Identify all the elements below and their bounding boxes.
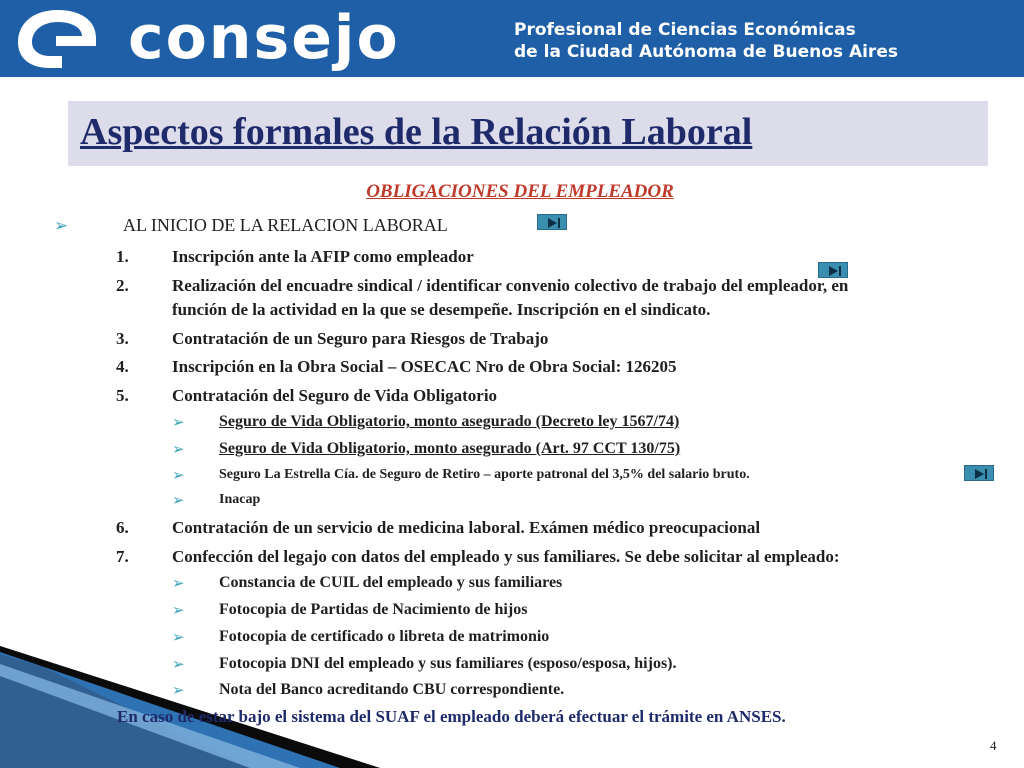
sub-list-item: Seguro La Estrella Cía. de Seguro de Retiro – aporte patronal del 3,5% del salario bruto. [219,467,750,482]
title-box [68,101,988,166]
list-item-number: 1. [116,247,129,266]
sub-list-item: Nota del Banco acreditando CBU correspondiente. [219,681,565,698]
header-banner [0,0,1024,77]
list-item: Contratación del Seguro de Vida Obligatorio [172,386,498,405]
sub-list-item: Inacap [219,492,261,507]
nav-next-button[interactable] [964,465,994,481]
slide-number: 4 [990,738,997,753]
arrow-bullet-icon: ➢ [172,440,185,458]
list-item-number: 4. [116,357,129,376]
list-item-number: 5. [116,386,129,405]
nav-next-button[interactable] [537,214,567,230]
list-item-continuation: función de la actividad en la que se desempeñe. Inscripción en el sindicato. [172,300,711,319]
slide-title: Aspectos formales de la Relación Laboral [80,111,753,153]
arrow-bullet-icon: ➢ [172,574,185,592]
list-item-number: 3. [116,329,129,348]
skip-forward-icon [538,215,568,231]
list-item: Contratación de un servicio de medicina laboral. Exámen médico preocupacional [172,518,761,537]
sub-list-link[interactable]: Seguro de Vida Obligatorio, monto asegurado (Art. 97 CCT 130/75) [219,440,681,457]
org-name-line1: Profesional de Ciencias Económicas [514,20,856,40]
list-item: Confección del legajo con datos del empleado y sus familiares. Se debe solicitar al empleado: [172,547,840,566]
arrow-bullet-icon: ➢ [172,466,185,484]
list-item-number: 7. [116,547,129,566]
arrow-bullet-icon: ➢ [172,491,185,509]
arrow-bullet-icon: ➢ [172,601,185,619]
list-item-number: 6. [116,518,129,537]
sub-list-item: Constancia de CUIL del empleado y sus familiares [219,574,563,591]
sub-list-item: Fotocopia DNI del empleado y sus familiares (esposo/esposa, hijos). [219,655,677,672]
arrow-bullet-icon: ➢ [172,681,185,699]
skip-forward-icon [965,466,995,482]
main-heading: AL INICIO DE LA RELACION LABORAL [123,215,448,235]
list-item: Inscripción ante la AFIP como empleador [172,247,474,266]
sub-list-link[interactable]: Seguro de Vida Obligatorio, monto asegurado (Decreto ley 1567/74) [219,413,680,430]
list-item: Inscripción en la Obra Social – OSECAC Nro de Obra Social: 126205 [172,357,677,376]
arrow-bullet-icon: ➢ [172,655,185,673]
sub-list-item: Fotocopia de Partidas de Nacimiento de hijos [219,601,528,618]
slide-subtitle: OBLIGACIONES DEL EMPLEADOR [366,181,674,202]
org-name-line2: de la Ciudad Autónoma de Buenos Aires [514,42,898,62]
suaf-note: En caso de estar bajo el sistema del SUAF el empleado deberá efectuar el trámite en ANSES. [117,707,786,726]
arrow-bullet-icon: ➢ [54,216,69,236]
arrow-bullet-icon: ➢ [172,628,185,646]
sub-list-item: Fotocopia de certificado o libreta de matrimonio [219,628,550,645]
list-item: Contratación de un Seguro para Riesgos de Trabajo [172,329,549,348]
arrow-bullet-icon: ➢ [172,413,185,431]
logo-wordmark: consejo [128,3,400,73]
consejo-logo-icon [10,4,106,72]
list-item-number: 2. [116,276,129,295]
list-item: Realización del encuadre sindical / identificar convenio colectivo de trabajo del empleador, en [172,276,849,295]
